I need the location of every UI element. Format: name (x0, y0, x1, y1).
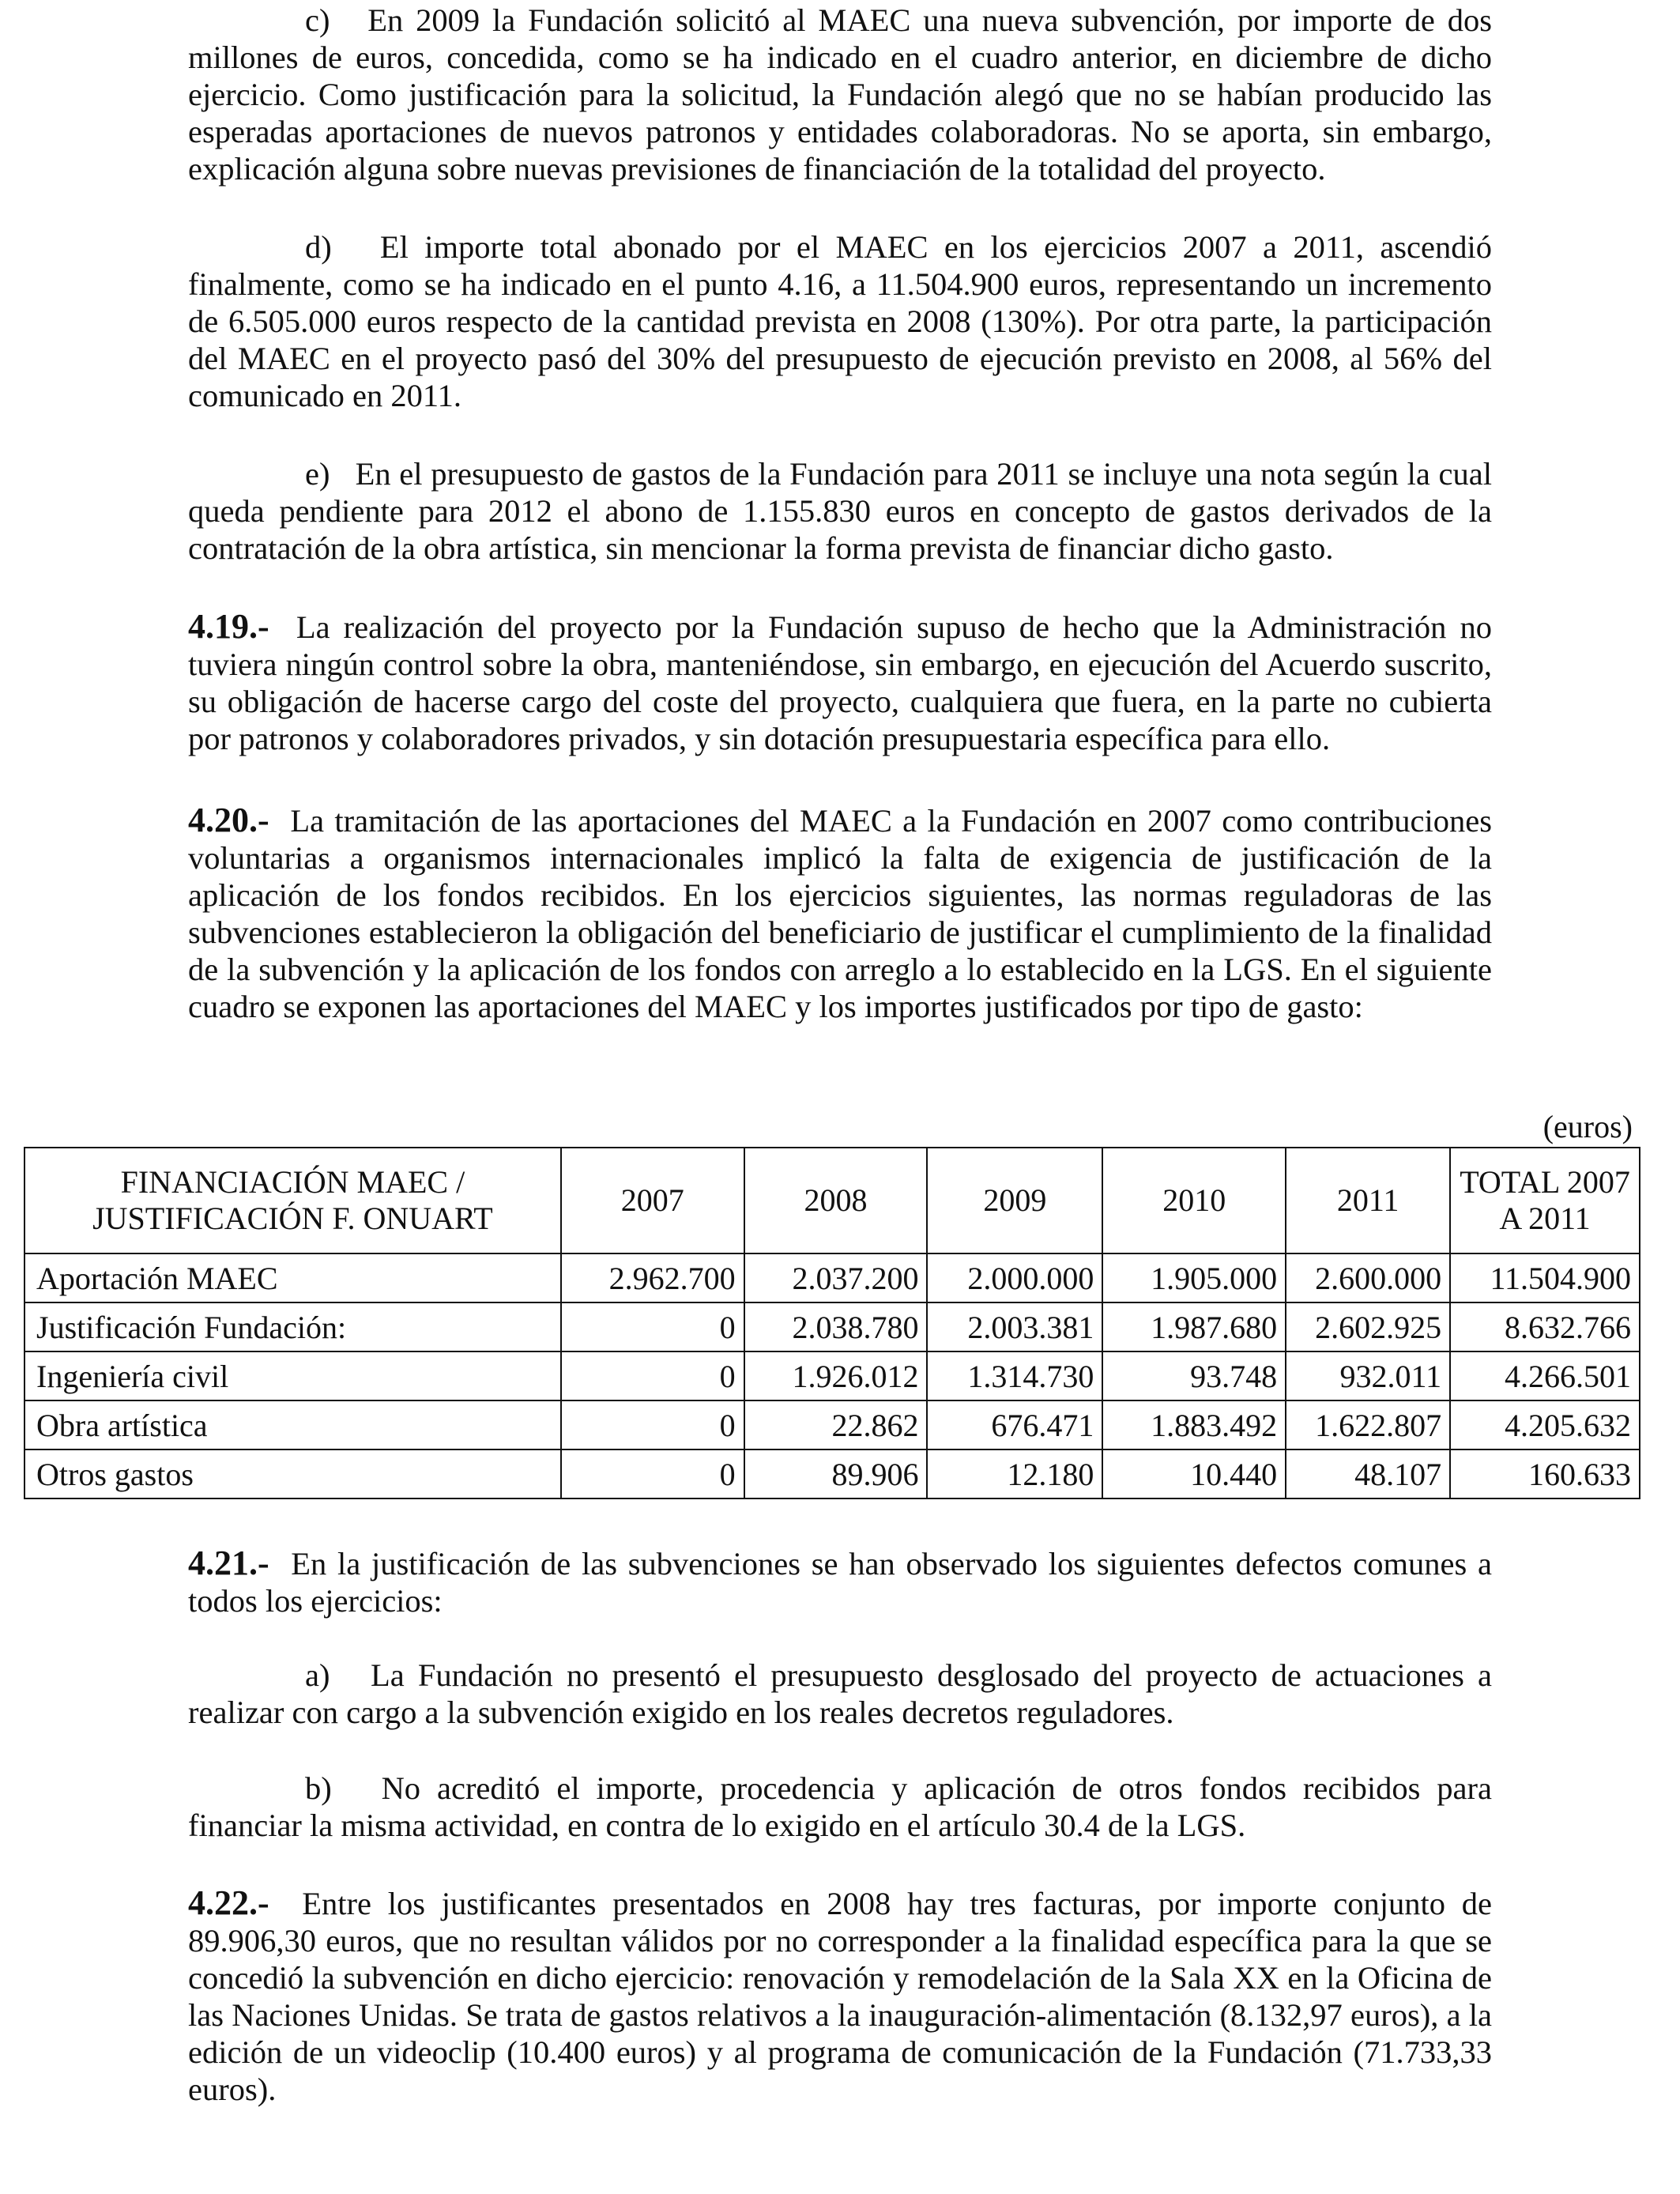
header-2009: 2009 (927, 1148, 1102, 1253)
cell-2008: 1.926.012 (744, 1351, 928, 1400)
table-row-otros-gastos (24, 1449, 1640, 1498)
cell-2007: 0 (561, 1351, 744, 1400)
section-4-21 (188, 1544, 1492, 1619)
table-row-obra-artistica (24, 1400, 1640, 1449)
paragraph-text: No acreditó el importe, procedencia y aplicación de otros fondos recibidos para financiar la misma actividad, en contra de lo exigido en el artículo 30.4 de la LGS. (188, 1770, 1492, 1843)
row-label: Obra artística (24, 1400, 561, 1449)
cell-2011: 48.107 (1286, 1449, 1450, 1498)
header-2011: 2011 (1286, 1148, 1450, 1253)
cell-2010: 1.987.680 (1102, 1302, 1286, 1351)
table-row-justificacion-fundacion (24, 1302, 1640, 1351)
cell-total: 11.504.900 (1450, 1253, 1640, 1302)
cell-2011: 1.622.807 (1286, 1400, 1450, 1449)
row-label: Ingeniería civil (24, 1351, 561, 1400)
paragraph-c (188, 2, 1492, 187)
paragraph-marker: d) (305, 229, 332, 265)
section-4-20 (188, 801, 1492, 1025)
cell-total: 4.205.632 (1450, 1400, 1640, 1449)
paragraph-e (188, 455, 1492, 567)
paragraph-marker: e) (305, 456, 330, 492)
table-units: (euros) (1543, 1109, 1633, 1144)
paragraph-d (188, 228, 1492, 414)
cell-2008: 2.038.780 (744, 1302, 928, 1351)
section-text: Entre los justificantes presentados en 2008 hay tres facturas, por importe conjunto de 89.906,30 euros, que no resultan válidos por no corresponder a la finalidad específica para la que se concedió la subvención en dicho ejercicio: renovación y remodelación de la Sala XX en la Oficina de las Naciones Unidas. Se trata de gastos relativos a la inauguración-alimentación (8.132,97 euros), a la edición de un videoclip (10.400 euros) y al programa de comunicación de la Fundación (71.733,33 euros). (188, 1886, 1493, 2107)
section-text: La realización del proyecto por la Fundación supuso de hecho que la Administración no tuviera ningún control sobre la obra, manteniéndose, sin embargo, en ejecución del Acuerdo suscrito, su obligación de hacerse cargo del coste del proyecto, cualquiera que fuera, en la parte no cubierta por patronos y colaboradores privados, y sin dotación presupuestaria específica para ello. (188, 609, 1493, 756)
row-label: Otros gastos (24, 1449, 561, 1498)
table-row-ingenieria-civil (24, 1351, 1640, 1400)
section-text: En la justificación de las subvenciones se han observado los siguientes defectos comunes a todos los ejercicios: (188, 1546, 1493, 1619)
section-text: La tramitación de las aportaciones del MAEC a la Fundación en 2007 como contribuciones voluntarias a organismos internacionales implicó la falta de exigencia de justificación de la aplicación de los fondos recibidos. En los ejercicios siguientes, las normas reguladoras de las subvenciones establecieron la obligación del beneficiario de justificar el cumplimiento de la finalidad de la subvención y la aplicación de los fondos con arreglo a lo establecido en la LGS. En el siguiente cuadro se exponen las aportaciones del MAEC y los importes justificados por tipo de gasto: (188, 803, 1492, 1024)
section-4-19 (188, 608, 1492, 757)
cell-2011: 2.602.925 (1286, 1302, 1450, 1351)
paragraph-4-21-b (188, 1770, 1492, 1844)
table-row-aportacion-maec (24, 1253, 1640, 1302)
cell-2010: 10.440 (1102, 1449, 1286, 1498)
cell-2007: 2.962.700 (561, 1253, 744, 1302)
cell-2009: 1.314.730 (927, 1351, 1102, 1400)
cell-total: 160.633 (1450, 1449, 1640, 1498)
header-concept-line2: JUSTIFICACIÓN F. ONUART (92, 1201, 493, 1236)
cell-total: 4.266.501 (1450, 1351, 1640, 1400)
cell-2009: 12.180 (927, 1449, 1102, 1498)
section-number: 4.22.- (188, 1883, 269, 1922)
paragraph-marker: b) (305, 1770, 332, 1806)
header-2010: 2010 (1102, 1148, 1286, 1253)
table-header-row (24, 1148, 1640, 1253)
header-2007: 2007 (561, 1148, 744, 1253)
section-number: 4.19.- (188, 607, 269, 646)
cell-2008: 89.906 (744, 1449, 928, 1498)
cell-2008: 22.862 (744, 1400, 928, 1449)
cell-total: 8.632.766 (1450, 1302, 1640, 1351)
header-total (1450, 1148, 1640, 1253)
section-number: 4.21.- (188, 1544, 269, 1582)
paragraph-text: La Fundación no presentó el presupuesto desglosado del proyecto de actuaciones a realizar con cargo a la subvención exigido en los reales decretos reguladores. (188, 1657, 1493, 1730)
header-total-line1: TOTAL 2007 (1460, 1164, 1630, 1200)
cell-2010: 93.748 (1102, 1351, 1286, 1400)
header-2008: 2008 (744, 1148, 928, 1253)
cell-2010: 1.883.492 (1102, 1400, 1286, 1449)
cell-2011: 932.011 (1286, 1351, 1450, 1400)
row-label: Aportación MAEC (24, 1253, 561, 1302)
cell-2009: 676.471 (927, 1400, 1102, 1449)
cell-2008: 2.037.200 (744, 1253, 928, 1302)
paragraph-text: En 2009 la Fundación solicitó al MAEC una nueva subvención, por importe de dos millones de euros, concedida, como se ha indicado en el cuadro anterior, en diciembre de dicho ejercicio. Como justificación para la solicitud, la Fundación alegó que no se habían producido las esperadas aportaciones de nuevos patronos y entidades colaboradoras. No se aporta, sin embargo, explicación alguna sobre nuevas previsiones de financiación de la totalidad del proyecto. (188, 2, 1493, 187)
paragraph-text: En el presupuesto de gastos de la Fundación para 2011 se incluye una nota según la cual queda pendiente para 2012 el abono de 1.155.830 euros en concepto de gastos derivados de la contratación de la obra artística, sin mencionar la forma prevista de financiar dicho gasto. (188, 456, 1492, 566)
cell-2007: 0 (561, 1302, 744, 1351)
cell-2010: 1.905.000 (1102, 1253, 1286, 1302)
paragraph-text: El importe total abonado por el MAEC en los ejercicios 2007 a 2011, ascendió finalmente, como se ha indicado en el punto 4.16, a 11.504.900 euros, representando un incremento de 6.505.000 euros respecto de la cantidad prevista en 2008 (130%). Por otra parte, la participación del MAEC en el proyecto pasó del 30% del presupuesto de ejecución previsto en 2008, al 56% del comunicado en 2011. (188, 229, 1493, 413)
paragraph-marker: a) (305, 1657, 330, 1693)
row-label: Justificación Fundación: (24, 1302, 561, 1351)
cell-2009: 2.000.000 (927, 1253, 1102, 1302)
header-concept (24, 1148, 561, 1253)
paragraph-marker: c) (305, 2, 330, 38)
cell-2007: 0 (561, 1400, 744, 1449)
financing-table (24, 1147, 1640, 1499)
cell-2009: 2.003.381 (927, 1302, 1102, 1351)
cell-2011: 2.600.000 (1286, 1253, 1450, 1302)
paragraph-4-21-a (188, 1657, 1492, 1731)
section-4-22 (188, 1884, 1492, 2108)
section-number: 4.20.- (188, 801, 269, 839)
header-total-line2: A 2011 (1499, 1201, 1591, 1236)
header-concept-line1: FINANCIACIÓN MAEC / (120, 1164, 465, 1200)
cell-2007: 0 (561, 1449, 744, 1498)
